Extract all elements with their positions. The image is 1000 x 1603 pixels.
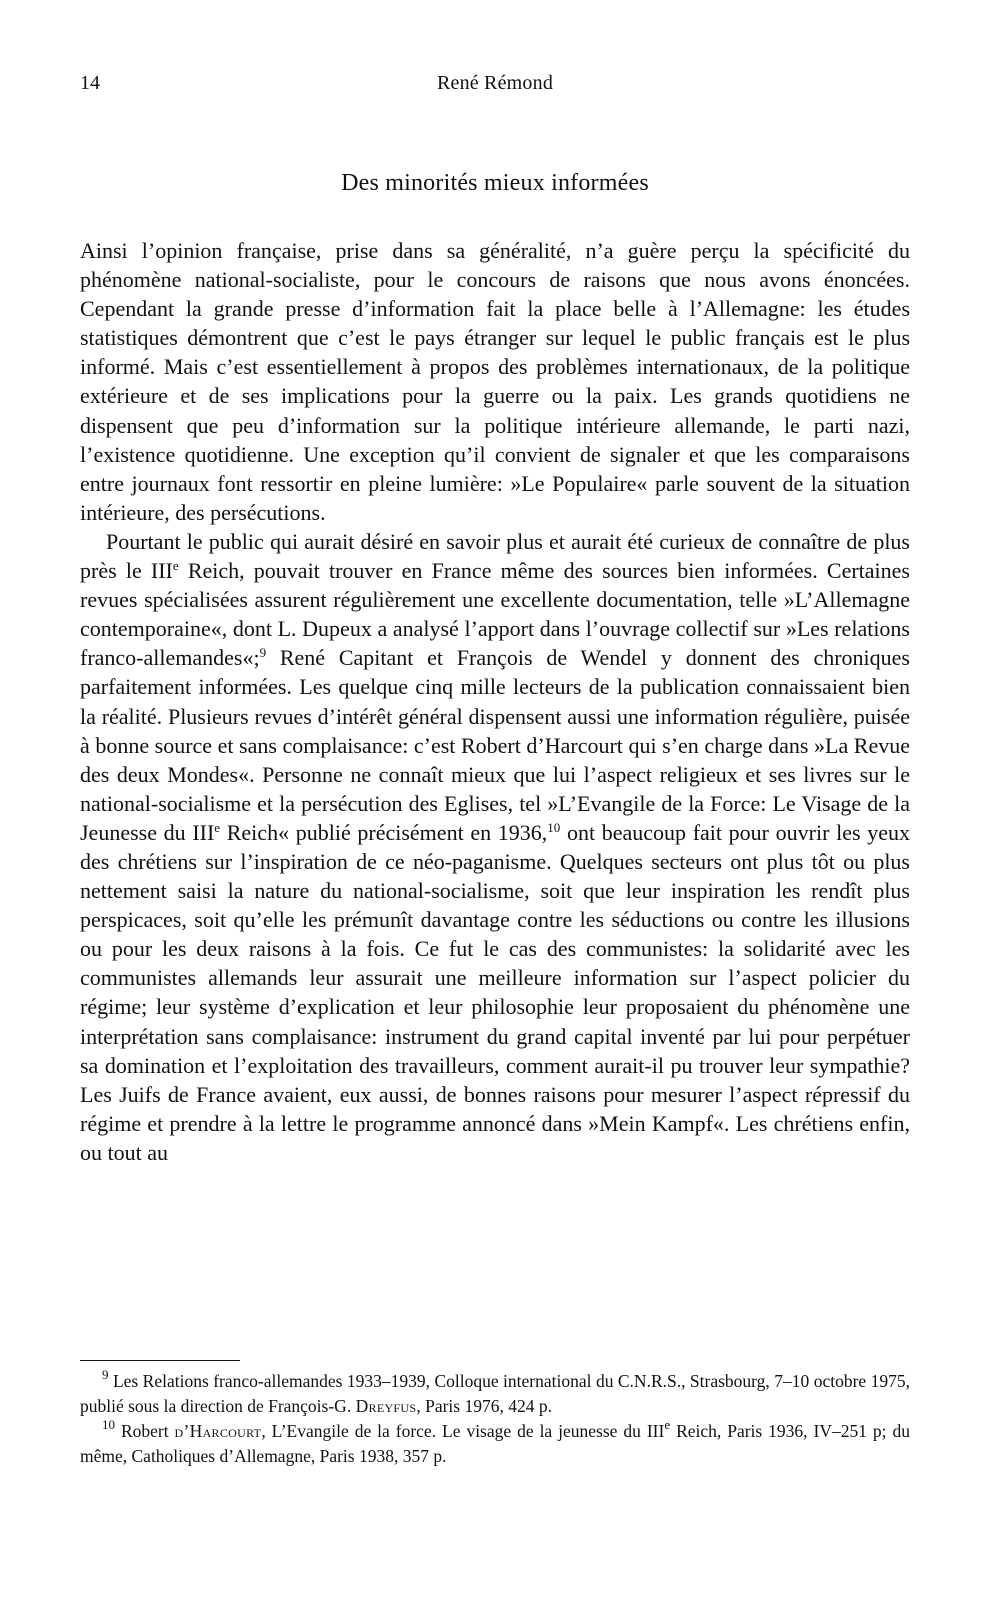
page-header [80,72,910,100]
superscript-e: e [172,558,179,574]
footnote-9-text-2: , Paris 1976, 424 p. [416,1396,552,1416]
footnote-9 [80,1369,910,1419]
footnote-10-text-3: Reich, Paris 1936, IV–251 p; du même, Catholiques d’Allemagne, Paris 1938, 357 p. [80,1421,910,1466]
footnote-ref-9: 9 [259,645,267,661]
footnote-divider [80,1360,240,1361]
paragraph-2-part-1: Pourtant le public qui aurait désiré en savoir plus et aurait été curieux de connaître de plus près le III [80,528,910,584]
paragraph-1: Ainsi l’opinion française, prise dans sa généralité, n’a guère perçu la spécificité du phénomène national-socialiste, pour le concours de raisons que nous avons énoncées. Cependant la grande presse d’information fait la place belle à l’Allemagne: les études statistiques démontrent que c’est le pays étranger sur lequel le public français est le plus informé. Mais c’est essentiellement à propos des problèmes internationaux, de la politique extérieure et de ses implications pour la guerre ou la paix. Les grands quotidiens ne dispensent que peu d’information sur la politique intérieure allemande, le parti nazi, l’existence quotidienne. Une exception qu’il convient de signaler et que les comparaisons entre journaux font ressortir en pleine lumière: »Le Populaire« parle souvent de la situation intérieure, des persécutions. [80,238,910,525]
paragraph-2-part-5: ont beaucoup fait pour ouvrir les yeux des chrétiens sur l’inspiration de ce néo-paganisme. Quelques secteurs ont plus tôt ou plus nettement saisi la nature du national-socialisme, soit que leur inspiration les rendît plus perspicaces, soit qu’elle les prémunît davantage contre les séductions ou contre les illusions ou pour les deux raisons à la fois. Ce fut le cas des communistes: la solidarité avec les communistes allemands leur assurait une meilleure information sur l’aspect policier du régime; leur système d’explication et leur philosophie leur proposaient du phénomène une interprétation sans complaisance: instrument du grand capital inventé par lui pour perpétuer sa domination et l’exploitation des travailleurs, comment aurait-il pu trouver leur sympathie? Les Juifs de France avaient, eux aussi, de bonnes raisons pour mesurer l’aspect répressif du régime et prendre à la lettre le programme annoncé dans »Mein Kampf«. Les chrétiens enfin, ou tout au [80,819,910,1165]
paragraph-2 [80,527,910,1167]
page-number: 14 [80,72,100,94]
footnote-9-text-1: Les Relations franco-allemandes 1933–1939, Colloque international du C.N.R.S., Strasbourg, 7–10 octobre 1975, publié sous la direction de François-G. [80,1371,910,1416]
paragraph-2-part-3: René Capitant et François de Wendel y donnent des chroniques parfaitement informées. Les quelque cinq mille lecteurs de la publication connaissaient bien la réalité. Plusieurs revues d’intérêt général dispensent aussi une information régulière, puisée à bonne source et sans complaisance: c’est Robert d’Harcourt qui s’en charge dans »La Revue des deux Mondes«. Personne ne connaît mieux que lui l’aspect religieux et ses livres sur le national-socialisme et la persécution des Eglises, tel »L’Evangile de la Force: Le Visage de la Jeunesse du III [80,645,910,845]
footnote-number-9: 9 [102,1367,109,1382]
footnote-10-author: d’Harcourt [174,1421,262,1441]
section-title: Des minorités mieux informées [341,170,649,196]
footnote-10-text-2: , L’Evangile de la force. Le visage de la jeunesse du III [261,1421,665,1441]
footnotes [80,1369,910,1469]
footnote-ref-10: 10 [547,819,561,835]
running-head: René Rémond [436,72,554,94]
body-text [80,236,910,1167]
superscript-e: e [664,1417,671,1432]
paragraph-2-part-2: Reich, pouvait trouver en France même des sources bien informées. Certaines revues spécialisées assurent régulièrement une excellente documentation, telle »L’Allemagne contemporaine«, dont L. Dupeux a analysé l’apport dans l’ouvrage collectif sur »Les relations franco-allemandes«; [80,558,910,671]
footnote-9-author: Dreyfus [355,1396,417,1416]
superscript-e: e [214,819,221,835]
footnote-10-text-1: Robert [115,1421,175,1441]
footnote-10 [80,1419,910,1469]
footnote-number-10: 10 [102,1417,115,1432]
paragraph-2-part-4: Reich« publié précisément en 1936, [220,819,548,845]
